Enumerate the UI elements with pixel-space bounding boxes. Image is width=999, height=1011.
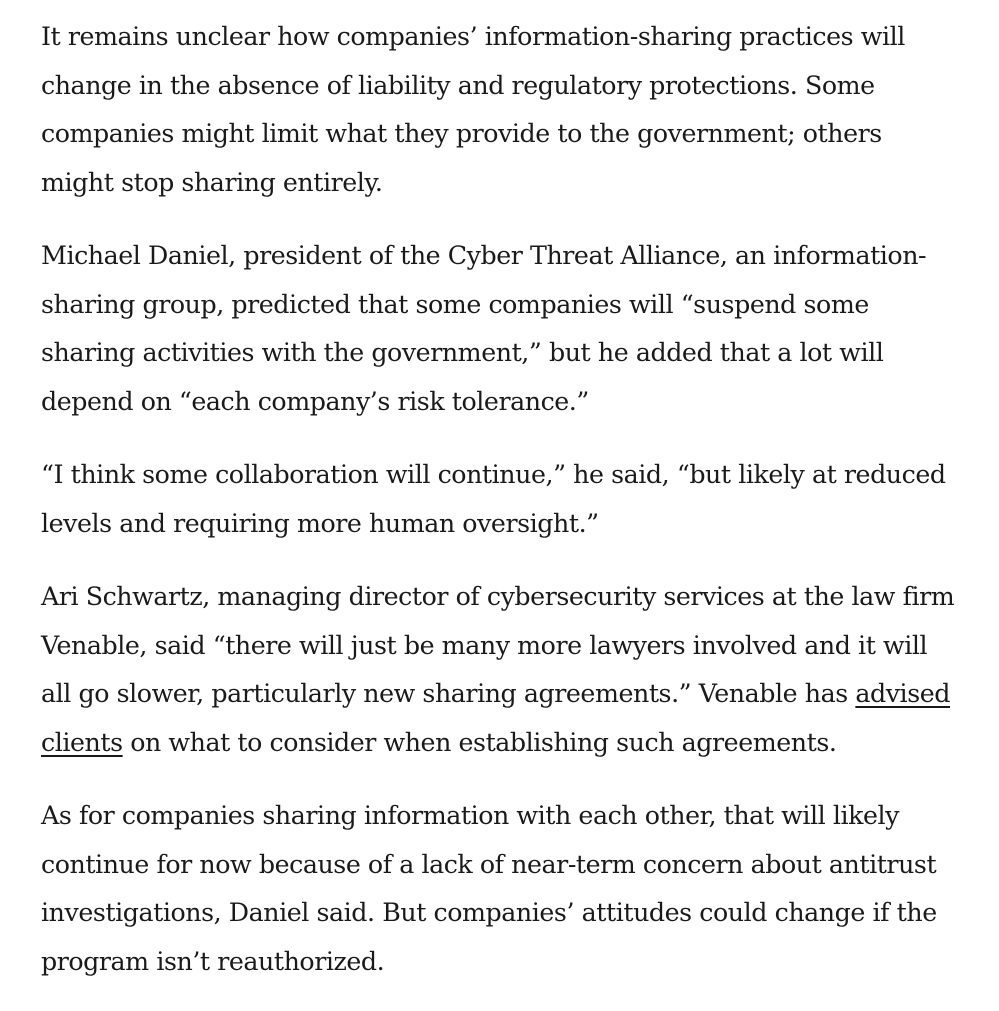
paragraph-information-sharing-practices: It remains unclear how companies’ information-sharing practices will change in the absence of liability and regulatory protections. Some companies might limit what they provide to the government; others might stop sharing entirely. bbox=[41, 22, 905, 197]
paragraph-text-after-link: on what to consider when establishing such agreements. bbox=[122, 727, 837, 757]
paragraph-michael-daniel-quote: Michael Daniel, president of the Cyber Threat Alliance, an information-sharing group, predicted that some companies will “suspend some sharing activities with the government,” but he added that a lot will depend on “each company’s risk tolerance.” bbox=[41, 241, 927, 416]
advised-clients-link[interactable]: advised clients bbox=[41, 679, 950, 757]
paragraph-companies-sharing-with-each-other: As for companies sharing information with each other, that will likely continue for now because of a lack of near-term concern about antitrust investigations, Daniel said. But companies’ attitudes could change if the program isn’t reauthorized. bbox=[41, 801, 937, 976]
paragraph-text-before-link: Ari Schwartz, managing director of cybersecurity services at the law firm Venable, said “there will just be many more lawyers involved and it will all go slower, particularly new sharing agreements.” Venable has bbox=[41, 582, 955, 708]
paragraph-ari-schwartz-quote bbox=[41, 573, 956, 767]
article-body bbox=[41, 13, 956, 1011]
paragraph-collaboration-quote: “I think some collaboration will continue,” he said, “but likely at reduced levels and requiring more human oversight.” bbox=[41, 460, 946, 538]
